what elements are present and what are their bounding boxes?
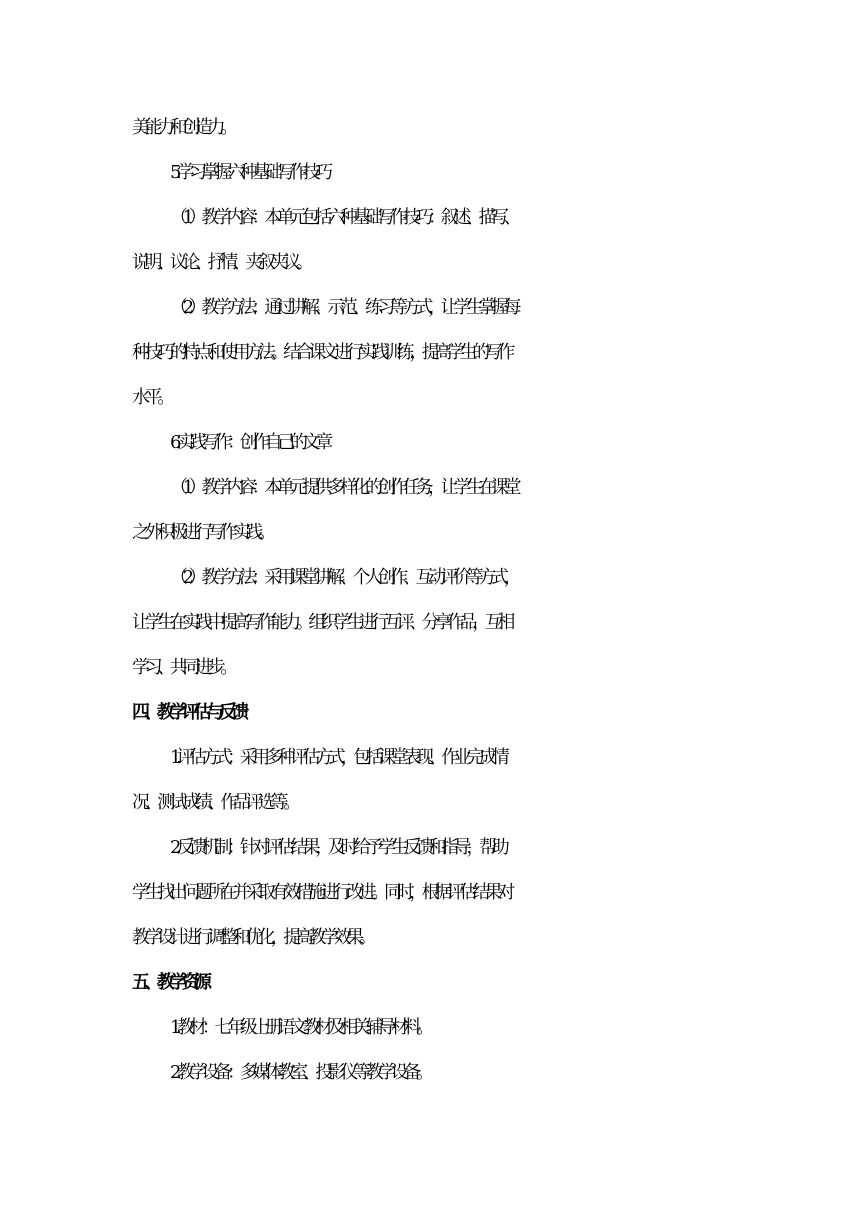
body-text-line: 说明、议论、抒情、夹叙夹议。 — [132, 252, 309, 273]
body-text-line: 美能力和创造力。 — [132, 117, 233, 138]
section-heading: 五、教学资源 — [132, 972, 207, 993]
body-text-line: 让学生在实践中提高写作能力。组织学生进行互评、分享作品，互相 — [132, 612, 510, 633]
list-item-heading: 5. 学习掌握六种基础写作技巧 — [170, 162, 328, 183]
body-text-line: 2. 教学设备：多媒体教室、投影仪等教学设备。 — [170, 1062, 429, 1083]
body-text-line: 种技巧的特点和使用方法。结合课文进行实践训练，提高学生的写作 — [132, 342, 510, 363]
body-text-line: 况、测试成绩、作品评选等。 — [132, 792, 296, 813]
body-text-line: 学生找出问题所在并采取有效措施进行改进。同时，根据评估结果对 — [132, 882, 510, 903]
body-text-line: 2. 反馈机制：针对评估结果，及时给予学生反馈和指导，帮助 — [170, 837, 505, 858]
list-item-heading: 6. 实践写作：创作自己的文章 — [170, 432, 328, 453]
body-text-line: 水平。 — [132, 387, 170, 408]
body-text-line: 教学设计进行调整和优化，提高教学效果。 — [132, 927, 372, 948]
section-heading: 四、教学评估与反馈 — [132, 702, 244, 723]
body-text-line: 1. 评估方式：采用多种评估方式，包括课堂表现、作业完成情 — [170, 747, 505, 768]
body-text-line: （2）教学方法：采用课堂讲解、个人创作、互动评价等方式， — [170, 567, 517, 588]
body-text-line: 之外积极进行写作实践。 — [132, 522, 271, 543]
body-text-line: （2）教学方法：通过讲解、示范、练习等方式，让学生掌握每 — [170, 297, 517, 318]
body-text-line: （1）教学内容：本单元包括六种基础写作技巧：叙述、描写、 — [170, 207, 517, 228]
body-text-line: （1）教学内容：本单元提供多样化的创作任务，让学生在课堂 — [170, 477, 517, 498]
body-text-line: 1. 教材：七年级上册语文教材及相关辅导材料。 — [170, 1017, 429, 1038]
body-text-line: 学习、共同进步。 — [132, 657, 233, 678]
